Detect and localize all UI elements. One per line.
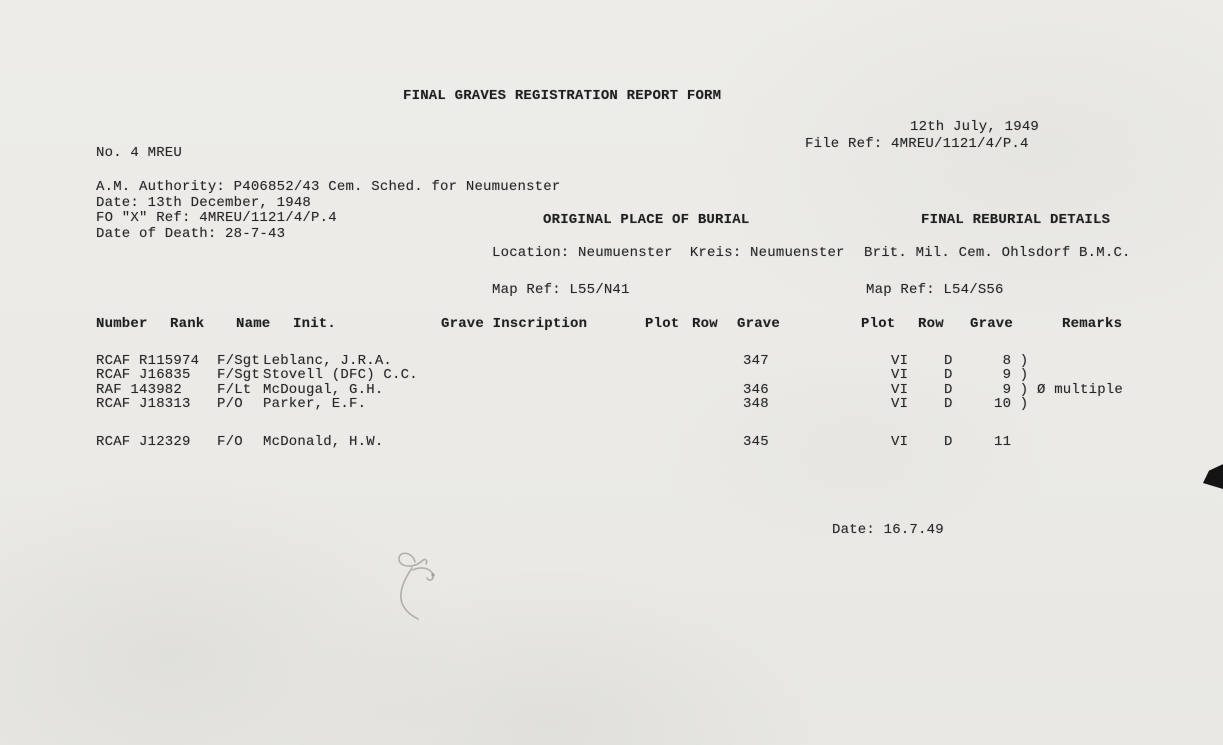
col-header-number: Number [96, 316, 148, 332]
cell-grave-final: 11 [994, 434, 1012, 450]
cell-rank: F/Lt [217, 382, 252, 398]
file-ref: File Ref: 4MREU/1121/4/P.4 [805, 136, 1029, 152]
cell-rank: P/O [217, 396, 243, 412]
final-reburial-heading: FINAL REBURIAL DETAILS [921, 212, 1111, 228]
date-of-death-line: Date of Death: 28-7-43 [96, 226, 286, 242]
location-kreis-line: Location: Neumuenster Kreis: Neumuenster [492, 245, 845, 261]
cell-name: Parker, E.F. [263, 396, 367, 412]
cell-plot-final: VI [891, 382, 909, 398]
cell-service-number: RCAF R115974 [96, 353, 200, 369]
cell-rank: F/Sgt [217, 367, 261, 383]
final-map-ref: Map Ref: L54/S56 [866, 282, 1004, 298]
cell-name: McDonald, H.W. [263, 434, 384, 450]
cell-grave-final: 9 ) [994, 382, 1029, 398]
cell-plot-final: VI [891, 434, 909, 450]
original-burial-heading: ORIGINAL PLACE OF BURIAL [543, 212, 750, 228]
document-title: FINAL GRAVES REGISTRATION REPORT FORM [403, 88, 722, 104]
col-header-plot-original: Plot [645, 316, 680, 332]
cell-name: Stovell (DFC) C.C. [263, 367, 418, 383]
cell-plot-final: VI [891, 396, 909, 412]
original-map-ref: Map Ref: L55/N41 [492, 282, 630, 298]
handwritten-pencil-mark [385, 540, 465, 635]
authority-date-line: Date: 13th December, 1948 [96, 195, 312, 211]
cell-row-final: D [944, 367, 953, 383]
cell-remarks: Ø multiple [1037, 382, 1124, 398]
cell-row-final: D [944, 396, 953, 412]
cell-rank: F/O [217, 434, 243, 450]
col-header-grave-original: Grave [737, 316, 781, 332]
col-header-remarks: Remarks [1062, 316, 1123, 332]
cell-grave-original: 346 [743, 382, 769, 398]
page-edge-scan-mark [1203, 462, 1223, 489]
pencil-dot [431, 573, 434, 576]
am-authority-line: A.M. Authority: P406852/43 Cem. Sched. for Neumuenster [96, 179, 561, 195]
cell-service-number: RAF 143982 [96, 382, 183, 398]
col-header-grave-inscription: Grave Inscription [441, 316, 588, 332]
col-header-grave-final: Grave [970, 316, 1014, 332]
cell-grave-original: 348 [743, 396, 769, 412]
cell-service-number: RCAF J16835 [96, 367, 191, 383]
col-header-init: Init. [293, 316, 337, 332]
col-header-row-final: Row [918, 316, 944, 332]
col-header-row-original: Row [692, 316, 718, 332]
cell-plot-final: VI [891, 353, 909, 369]
cell-plot-final: VI [891, 367, 909, 383]
fo-x-ref-line: FO "X" Ref: 4MREU/1121/4/P.4 [96, 210, 337, 226]
cell-grave-original: 347 [743, 353, 769, 369]
reburial-date: Date: 16.7.49 [832, 522, 944, 538]
cell-service-number: RCAF J18313 [96, 396, 191, 412]
col-header-plot-final: Plot [861, 316, 896, 332]
col-header-rank: Rank [170, 316, 205, 332]
col-header-name: Name [236, 316, 271, 332]
document-date: 12th July, 1949 [910, 119, 1040, 135]
cell-grave-final: 10 ) [994, 396, 1029, 412]
cell-grave-final: 8 ) [994, 353, 1029, 369]
cell-service-number: RCAF J12329 [96, 434, 191, 450]
cell-name: McDougal, G.H. [263, 382, 384, 398]
final-cemetery-line: Brit. Mil. Cem. Ohlsdorf B.M.C. [864, 245, 1131, 261]
cell-row-final: D [944, 434, 953, 450]
cell-row-final: D [944, 353, 953, 369]
cell-grave-final: 9 ) [994, 367, 1029, 383]
cell-row-final: D [944, 382, 953, 398]
unit-designation: No. 4 MREU [96, 145, 183, 161]
cell-grave-original: 345 [743, 434, 769, 450]
cell-name: Leblanc, J.R.A. [263, 353, 393, 369]
cell-rank: F/Sgt [217, 353, 261, 369]
